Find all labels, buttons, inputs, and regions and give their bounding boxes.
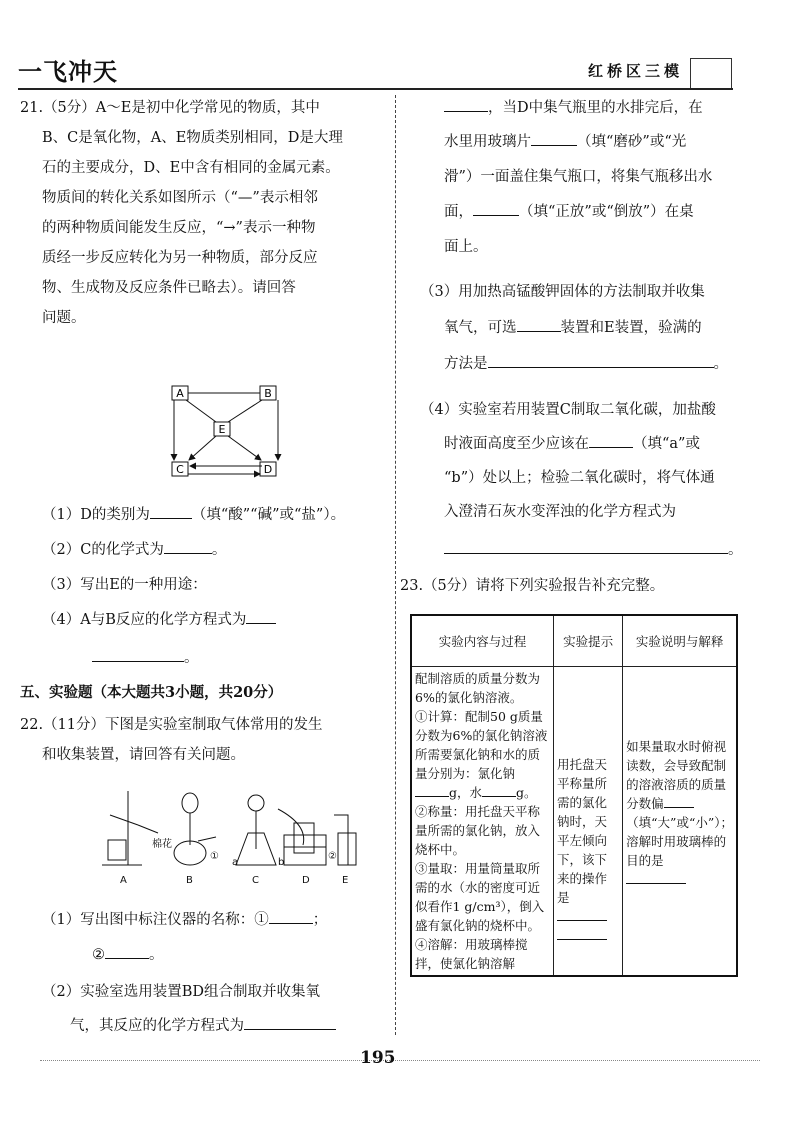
explain-text-1: 如果量取水时俯视读数，会导致配制的溶液溶质的质量分数偏 — [626, 739, 727, 811]
answer-blank-balance-operation-2[interactable] — [557, 939, 607, 940]
answer-blank-balance-operation[interactable] — [557, 920, 607, 921]
answer-blank-water-mass[interactable] — [482, 796, 516, 797]
q22-part1-prefix: （1）写出图中标注仪器的名称：① — [42, 912, 269, 928]
delivery-tube-a — [138, 825, 158, 833]
q21-line-4: 物质间的转化关系如图所示（“—”表示相邻 — [42, 190, 318, 206]
q22-part4-line2 — [444, 434, 700, 454]
q23-title: 23.（5分）请将下列实验报告补充完整。 — [400, 578, 665, 594]
answer-blank-generator[interactable] — [517, 331, 561, 332]
answer-blank-ab-equation[interactable] — [246, 623, 276, 624]
q22-part3-line3 — [444, 354, 728, 374]
content-step-4: ④溶解：用玻璃棒搅拌，使氯化钠溶解 — [415, 937, 528, 971]
content-step-1-text: ①计算：配制50 g质量分数为6%的氯化钠溶液所需要氯化钠和水的质量分别为：氯化钠 — [415, 709, 548, 781]
answer-blank-ab-equation-2[interactable] — [92, 661, 184, 662]
answer-blank-stirring-purpose[interactable] — [626, 883, 686, 884]
gas-jar-e — [338, 833, 356, 865]
q22-part3-line1: （3）用加热高锰酸钾固体的方法制取并收集 — [420, 284, 705, 300]
q21-part1-prefix: （1）D的类别为 — [42, 507, 150, 523]
label-cotton: 棉花 — [152, 839, 172, 850]
hint-text: 用托盘天平称量所需的氯化钠时，天平左倾向下，该下来的操作是 — [556, 757, 607, 905]
q21-part2-prefix: （2）C的化学式为 — [42, 542, 164, 558]
node-d: D — [263, 463, 273, 476]
page-number: 195 — [360, 1048, 396, 1068]
content-step-3: ③量取：用量筒量取所需的水（水的密度可近似看作1 g/cm³），倒入盛有氯化钠的烧杯中。 — [415, 861, 545, 933]
q22-part4-line1: （4）实验室若用装置C制取二氧化碳，加盐酸 — [420, 402, 716, 418]
answer-blank-nacl-mass[interactable] — [415, 796, 449, 797]
q21-line-1: 21.（5分）A～E是初中化学常见的物质，其中 — [20, 100, 320, 116]
tube-b — [198, 837, 216, 841]
explain-text-2: （填“大”或“小”）；溶解时用玻璃棒的目的是 — [626, 815, 733, 868]
arrow-e-d — [228, 436, 261, 460]
answer-blank-concentration[interactable] — [664, 807, 694, 808]
answer-blank-full-check[interactable] — [488, 367, 714, 368]
q22-part4-prefix: 时液面高度至少应该在 — [444, 436, 589, 452]
q22-part1-end: 。 — [149, 947, 164, 963]
header-explanation: 实验说明与解释 — [623, 615, 737, 667]
answer-blank-liquid-level[interactable] — [589, 447, 633, 448]
experiment-report-table — [410, 614, 738, 977]
hint-cell — [553, 667, 622, 977]
q22-part3-method: 方法是 — [444, 356, 488, 372]
header-divider — [18, 88, 733, 90]
q22-part4-end: 。 — [728, 542, 743, 558]
delivery-tube-d — [278, 809, 304, 845]
q21-line-5: 的两种物质间能发生反应，“→”表示一种物 — [42, 220, 316, 236]
label-B: B — [186, 875, 193, 886]
arrow-e-c — [189, 436, 216, 460]
edge-b-e — [228, 400, 262, 422]
answer-blank-glass-side[interactable] — [531, 145, 577, 146]
content-cell — [411, 667, 553, 977]
label-a: a — [232, 857, 239, 868]
q22-part2-line1: （2）实验室选用装置BD组合制取并收集氧 — [42, 984, 321, 1000]
q22-part1-sep: ； — [312, 912, 328, 928]
label-C: C — [252, 875, 259, 886]
table-header-row — [411, 615, 737, 667]
answer-blank-c-formula[interactable] — [164, 553, 212, 554]
content-step-1-unit-2: g。 — [516, 785, 537, 800]
right-line-5: 面上。 — [444, 239, 488, 255]
q21-part1 — [42, 505, 345, 525]
answer-blank-instrument-1[interactable] — [269, 923, 313, 924]
brand-logo-text: 一飞冲天 — [18, 58, 118, 86]
q21-line-7: 物、生成物及反应条件已略去）。请回答 — [42, 280, 296, 296]
header-content: 实验内容与过程 — [411, 615, 553, 667]
q21-part2 — [42, 540, 226, 560]
q21-part3: （3）写出E的一种用途： — [42, 577, 207, 593]
right-line-4-suffix: （填“正放”或“倒放”）在桌 — [519, 204, 694, 220]
right-line-3: 滑”）一面盖住集气瓶口，将集气瓶移出水 — [444, 169, 713, 185]
node-e: E — [218, 423, 226, 436]
funnel-c — [248, 795, 264, 811]
test-tube-a — [110, 815, 138, 825]
label-1: ① — [210, 851, 219, 862]
right-line-2-prefix: 水里用玻璃片 — [444, 134, 531, 150]
q22-part4-line4: 入澄清石灰水变浑浊的化学方程式为 — [444, 504, 676, 520]
answer-blank-instrument-2[interactable] — [105, 958, 149, 959]
q22-part1-label2: ② — [92, 947, 105, 963]
q22-part3-suffix: 装置和E装置，验满的 — [560, 320, 702, 336]
explanation-cell — [623, 667, 737, 977]
header-hint: 实验提示 — [553, 615, 622, 667]
node-c: C — [176, 463, 184, 476]
right-line-4 — [444, 202, 694, 222]
footer-divider — [40, 1060, 760, 1061]
right-line-1-text: ，当D中集气瓶里的水排完后，在 — [488, 100, 703, 116]
q21-line-8: 问题。 — [42, 310, 86, 326]
q22-part3-line2 — [444, 318, 702, 338]
series-title: 红桥区三模 — [588, 62, 684, 80]
q22-part1 — [42, 910, 327, 930]
answer-blank-co2-equation[interactable] — [444, 553, 728, 554]
column-divider — [395, 95, 396, 1035]
answer-blank-d-category[interactable] — [150, 518, 192, 519]
q21-part4-end: 。 — [184, 650, 199, 666]
answer-blank-placement[interactable] — [473, 215, 519, 216]
right-line-1 — [444, 98, 703, 118]
q22-line-2: 和收集装置，请回答有关问题。 — [42, 747, 245, 763]
answer-blank-continued[interactable] — [444, 111, 488, 112]
q21-line-3: 石的主要成分，D、E中含有相同的金属元素。 — [42, 160, 340, 176]
right-line-2-suffix: （填“磨砂”或“光 — [577, 134, 687, 150]
q22-part2-line2 — [70, 1016, 336, 1036]
label-D: D — [302, 875, 310, 886]
label-b: b — [278, 857, 285, 868]
q22-part4-line5 — [444, 540, 743, 560]
section-5-heading: 五、实验题（本大题共3小题，共20分） — [20, 684, 283, 701]
q22-part4-line3: “b”）处以上；检验二氧化碳时，将气体通 — [444, 470, 715, 486]
label-E: E — [342, 875, 349, 886]
content-step-1 — [415, 707, 550, 802]
q21-part2-suffix: 。 — [211, 542, 227, 558]
q21-line-2: B、C是氧化物，A、E物质类别相同，D是大理 — [42, 130, 343, 146]
content-step-2: ②称量：用托盘天平称量所需的氯化钠，放入烧杯中。 — [415, 804, 541, 857]
label-A: A — [120, 875, 127, 886]
content-step-1-unit-1: g，水 — [449, 785, 483, 800]
q22-part1-line2 — [92, 945, 164, 965]
table-body-row — [411, 667, 737, 977]
q22-part3-end: 。 — [713, 356, 728, 372]
funnel-b — [182, 793, 198, 813]
node-a: A — [176, 387, 184, 400]
label-2: ② — [328, 851, 337, 862]
content-intro: 配制溶质的质量分数为6%的氯化钠溶液。 — [415, 671, 541, 705]
right-line-2 — [444, 132, 686, 152]
q22-line-1: 22.（11分）下图是实验室制取气体常用的发生 — [20, 717, 323, 733]
relation-diagram — [162, 380, 292, 484]
edge-a-e — [186, 400, 216, 422]
q21-part4 — [42, 610, 276, 630]
answer-blank-oxygen-equation[interactable] — [244, 1029, 336, 1030]
q21-part1-suffix: （填“酸”“碱”或“盐”）。 — [191, 507, 346, 523]
q22-part2-prefix: 气，其反应的化学方程式为 — [70, 1018, 244, 1034]
node-b: B — [264, 387, 272, 400]
q22-part4-suffix: （填“a”或 — [633, 436, 700, 452]
q21-line-6: 质经一步反应转化为另一种物质，部分反应 — [42, 250, 318, 266]
trough-d — [284, 835, 326, 865]
q21-part4-prefix: （4）A与B反应的化学方程式为 — [42, 612, 247, 628]
corner-badge — [690, 58, 732, 90]
apparatus-diagram — [98, 785, 360, 887]
right-line-4-prefix: 面， — [444, 204, 473, 220]
lamp-a — [108, 840, 126, 860]
q21-part4-line2 — [92, 648, 199, 668]
q22-part3-prefix: 氧气，可选 — [444, 320, 517, 336]
